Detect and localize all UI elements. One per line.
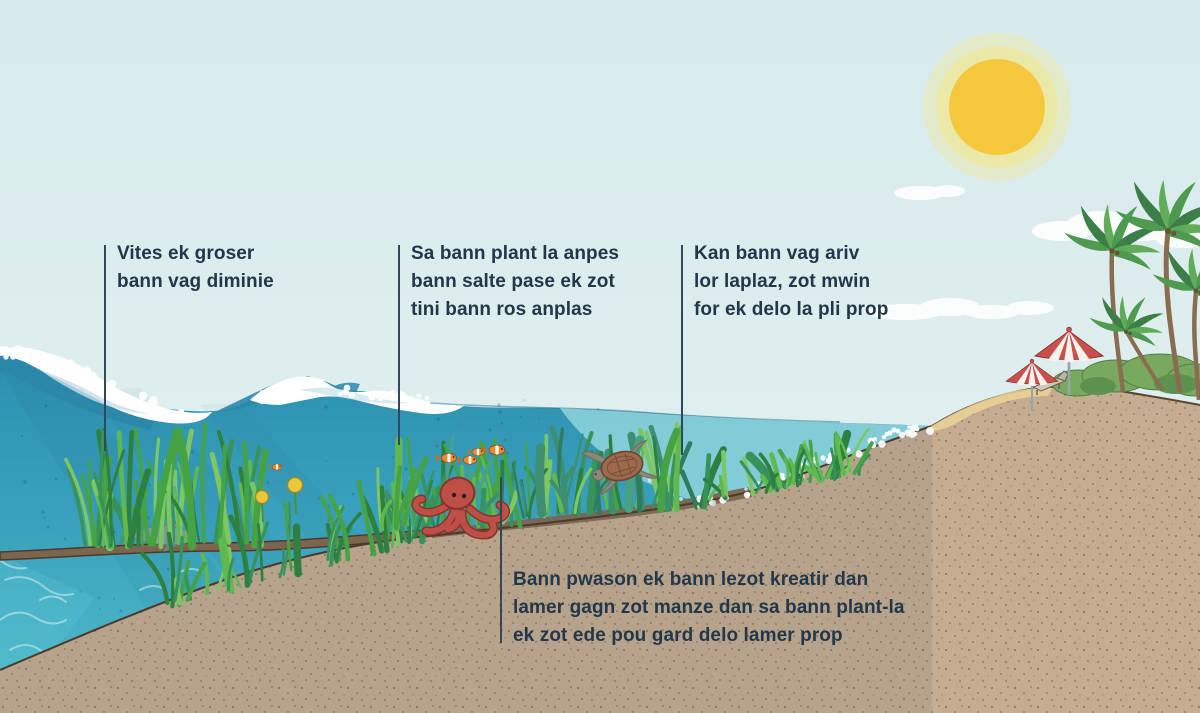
annotation-text-line: bann vag diminie — [117, 271, 274, 292]
sun-icon — [923, 33, 1071, 181]
annotation-text-line: bann salte pase ek zot — [411, 271, 615, 292]
annotation-line — [398, 245, 400, 445]
annotation-text-line: lor laplaz, zot mwin — [694, 271, 871, 292]
annotation-plants-filter — [411, 240, 619, 324]
annotation-line — [500, 477, 502, 643]
annotation-text-line: tini bann ros anplas — [411, 299, 593, 320]
annotation-clean-shore — [694, 240, 888, 324]
annotation-fish-food — [513, 566, 905, 650]
annotation-text-line: Bann pwason ek bann lezot kreatir dan — [513, 569, 869, 590]
annotation-text-line: Kan bann vag ariv — [694, 243, 860, 264]
annotation-line — [104, 245, 106, 451]
annotation-line — [681, 245, 683, 455]
annotation-text-line: ek zot ede pou gard delo lamer prop — [513, 625, 843, 646]
annotation-text-line: for ek delo la pli prop — [694, 299, 889, 320]
annotation-text-line: Sa bann plant la anpes — [411, 243, 620, 264]
annotation-text-line: Vites ek groser — [117, 243, 255, 264]
annotation-text-line: lamer gagn zot manze dan sa bann plant-la — [513, 597, 905, 618]
annotation-wave-speed — [117, 240, 274, 296]
